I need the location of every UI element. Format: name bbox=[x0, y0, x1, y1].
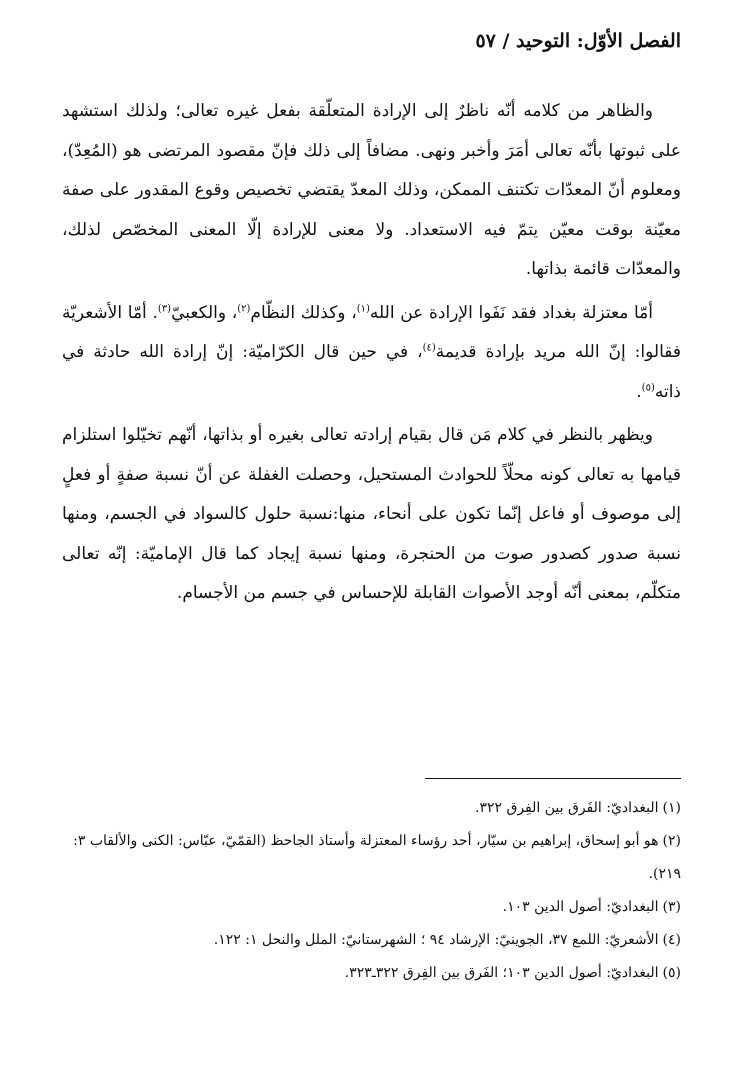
footnotes bbox=[62, 792, 681, 990]
footnote-1 bbox=[62, 792, 681, 825]
paragraph-text: ، في حين قال الكرّاميّة: إنّ إرادة الله حادثة في ذاته bbox=[62, 342, 681, 402]
footnote-number: (١) bbox=[662, 800, 681, 816]
footnote-marker-4[interactable]: (٤) bbox=[422, 342, 436, 354]
footnote-number: (٥) bbox=[662, 965, 681, 981]
main-text bbox=[62, 92, 681, 614]
paragraph-3 bbox=[62, 416, 681, 614]
paragraph-2 bbox=[62, 294, 681, 413]
footnote-marker-3[interactable]: (٣) bbox=[157, 302, 172, 314]
footnote-text: البغداديّ: الفَرق بين الفِرق ٣٢٢. bbox=[475, 800, 659, 816]
footnote-number: (٢) bbox=[662, 833, 681, 849]
footnote-number: (٤) bbox=[662, 932, 681, 948]
footnote-marker-5[interactable]: (٥) bbox=[641, 381, 655, 393]
paragraph-text: أمّا معتزلة بغداد فقد نَفَوا الإرادة عن الله bbox=[369, 302, 653, 323]
footnote-text: البغداديّ: أصول الدين ١٠٣. bbox=[502, 899, 659, 915]
footnote-number: (٣) bbox=[662, 899, 681, 915]
paragraph-text: ويظهر بالنظر في كلام مَن قال بقيام إرادته تعالى بغيره أو بذاتها، أنّهم تخيّلوا استلزام قيامها به تعالى كونه محلّاً للحوادث المستحيل، وحصلت الغفلة عن أنّ نسبة صفةٍ أو فعلٍ إلى موصوف أو فاعل إنّما تكون على أنحاء، منها:نسبة حلول كالسواد في الجسم، ومنها نسبة صدور كصدور صوت من الحنجرة، ومنها نسبة إيجاد كما قال الإماميّة: إنّه تعالى متكلّم، بمعنى أنّه أوجد الأصوات القابلة للإحساس في جسم من الأجسام. bbox=[62, 425, 681, 603]
running-header: الفصل الأوّل: التوحيد / ٥٧ bbox=[475, 30, 681, 52]
footnote-marker-2[interactable]: (٢) bbox=[237, 302, 251, 314]
footnote-text: البغداديّ: أصول الدين ١٠٣؛ الفَرق بين الفِرق ٣٢٢ـ٣٢٣. bbox=[344, 965, 659, 981]
paragraph-text: . أمّا الأشعريّة فقالوا: إنّ الله مريد بإرادة قديمة bbox=[62, 302, 682, 362]
paragraph-text: ، والكعبيّ bbox=[171, 302, 238, 323]
paragraph-text: . bbox=[636, 381, 642, 402]
footnote-marker-1[interactable]: (١) bbox=[356, 302, 370, 314]
footnote-5 bbox=[62, 957, 681, 990]
footnote-3 bbox=[62, 891, 681, 924]
paragraph-text: ، وكذلك النظّام bbox=[250, 302, 357, 323]
paragraph-text: والظاهر من كلامه أنّه ناظرٌ إلى الإرادة المتعلّقة بفعل غيره تعالى؛ ولذلك استشهد على ثبوتها بأنّه تعالى أمَرَ وأخبر ونهى. مضافاً إلى ذلك فإنّ مقصود المرتضى هو (المُعِدّ)، ومعلوم أنّ المعدّات تكتنف الممكن، وذلك المعدّ يقتضي تخصيص وقوع المقدور على صفة معيّنة بوقت معيّن يتمّ فيه الاستعداد. ولا معنى للإرادة إلّا المعنى المخصّص لذلك، والمعدّات قائمة بذاتها. bbox=[62, 101, 681, 279]
footnote-text: هو أبو إسحاق، إبراهيم بن سيّار، أحد رؤساء المعتزلة وأستاذ الجاحظ (القمّيّ، عبّاس: الكنى والألقاب ٣: ٢١٩). bbox=[73, 833, 681, 882]
footnote-2 bbox=[62, 825, 681, 891]
footnote-4 bbox=[62, 924, 681, 957]
footnote-divider bbox=[425, 778, 681, 779]
paragraph-1 bbox=[62, 92, 681, 290]
footnote-text: الأشعريّ: اللمع ٣٧، الجوينيّ: الإرشاد ٩٤ ؛ الشهرستانيّ: الملل والنحل ١: ١٢٢. bbox=[213, 932, 659, 948]
